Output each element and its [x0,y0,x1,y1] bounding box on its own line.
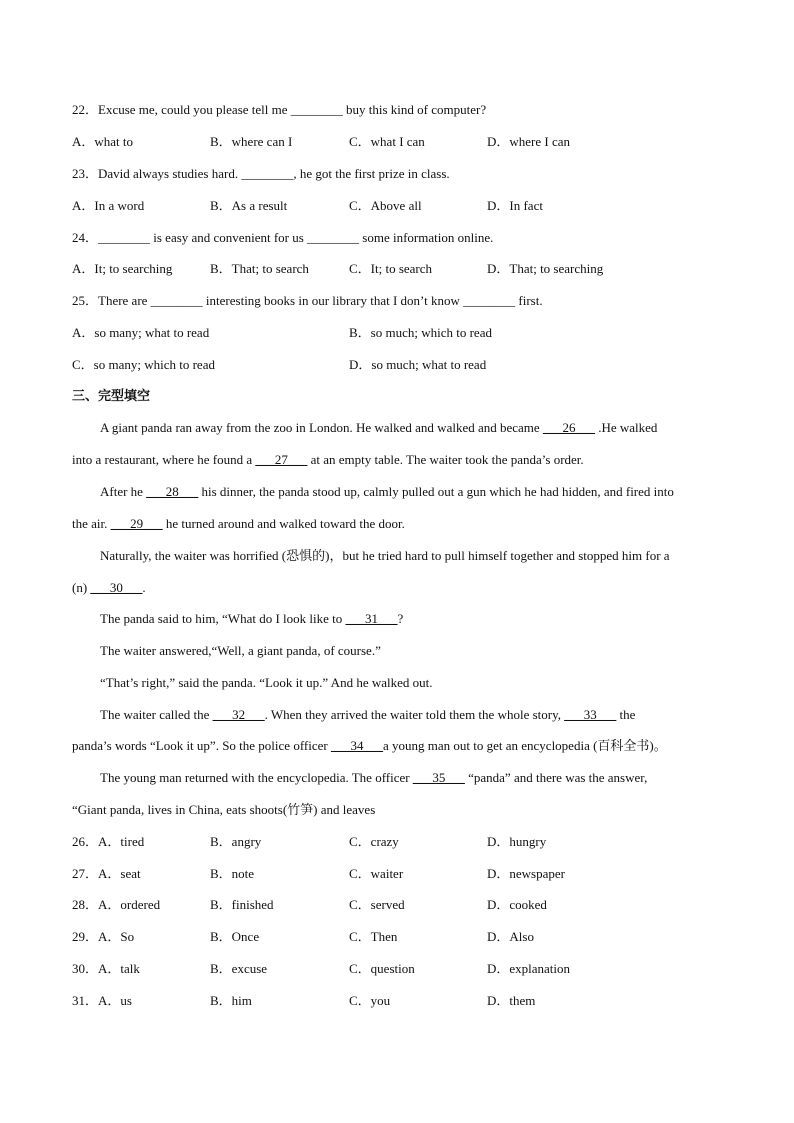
answer-28 [72,897,160,913]
answer-option-a: A．ordered [98,897,161,912]
answer-28-option-b: B．finished [210,897,274,912]
question-25-stem: 25．There are ________ interesting books in our library that I don’t know ________ first. [72,293,543,308]
answer-29-option-b: B．Once [210,929,260,944]
answer-27-option-b: B．note [210,866,255,881]
q23-option-d: D．In fact [487,198,543,213]
passage-line-7 [100,611,403,627]
answer-27-option-d: D．newspaper [487,866,565,881]
answer-30-option-d: D．explanation [487,961,571,976]
passage-line-11 [72,738,667,754]
answer-number: 28． [72,897,99,912]
answer-27 [72,866,141,882]
answer-31-option-d: D．them [487,993,536,1008]
q24-option-c: C．It; to search [349,261,433,276]
passage-text: ? [397,611,404,626]
answer-29 [72,929,134,945]
passage-line-5: Naturally, the waiter was horrified (恐惧的)，but he tried hard to pull himself together and stopped him for a [100,548,670,563]
q25-option-c: C．so many; which to read [72,357,215,372]
q24-option-a: A．It; to searching [72,261,173,276]
passage-text: . [142,580,146,595]
q22-option-a: A．what to [72,134,134,149]
passage-line-9: “That’s right,” said the panda. “Look it up.” And he walked out. [100,675,433,690]
blank-30: ___30___ [90,580,143,595]
passage-text: a young man out to get an encyclopedia (百科全书)。 [382,738,667,753]
answer-number: 29． [72,929,99,944]
passage-text: he turned around and walked toward the door. [165,516,405,531]
passage-line-10 [100,707,635,723]
answer-27-option-c: C．waiter [349,866,404,881]
answer-option-a: A．tired [98,834,145,849]
passage-line-4 [72,516,405,532]
answer-31 [72,993,132,1009]
q25-option-a: A．so many; what to read [72,325,210,340]
passage-line-1 [100,420,657,436]
blank-26: ___26___ [542,420,595,435]
passage-text: (n) [72,580,88,595]
passage-line-3 [100,484,674,500]
passage-text: The panda said to him, “What do I look like to [100,611,343,626]
answer-number: 30． [72,961,99,976]
answer-31-option-c: C．you [349,993,391,1008]
answer-28-option-c: C．served [349,897,405,912]
q22-option-c: C．what I can [349,134,425,149]
passage-line-2 [72,452,584,468]
q24-option-b: B．That; to search [210,261,309,276]
answer-option-a: A．us [98,993,132,1008]
q22-option-b: B．where can I [210,134,293,149]
blank-27: ___27___ [255,452,308,467]
q23-option-a: A．In a word [72,198,145,213]
q23-option-c: C．Above all [349,198,422,213]
section-title: 三、完型填空 [72,389,151,404]
answer-26-option-d: D．hungry [487,834,547,849]
passage-text: at an empty table. The waiter took the panda’s order. [310,452,584,467]
blank-32: ___32___ [212,707,265,722]
answer-number: 26． [72,834,99,849]
question-24-stem: 24．________ is easy and convenient for us ________ some information online. [72,230,494,245]
passage-text: After he [100,484,143,499]
answer-option-a: A．talk [98,961,140,976]
passage-text: . When they arrived the waiter told them the whole story, [264,707,561,722]
answer-31-option-b: B．him [210,993,252,1008]
blank-29: ___29___ [110,516,163,531]
blank-31: ___31___ [345,611,398,626]
passage-text: the air. [72,516,108,531]
question-23-stem: 23．David always studies hard. ________, he got the first prize in class. [72,166,450,181]
answer-option-a: A．So [98,929,135,944]
blank-28: ___28___ [146,484,199,499]
answer-29-option-c: C．Then [349,929,398,944]
answer-26-option-c: C．crazy [349,834,399,849]
passage-line-13: “Giant panda, lives in China, eats shoots(竹笋) and leaves [72,802,376,817]
answer-26-option-b: B．angry [210,834,262,849]
q23-option-b: B．As a result [210,198,288,213]
q25-option-b: B．so much; which to read [349,325,492,340]
blank-35: ___35___ [412,770,465,785]
answer-number: 27． [72,866,99,881]
answer-30 [72,961,140,977]
passage-text: .He walked [598,420,658,435]
answer-30-option-c: C．question [349,961,415,976]
passage-text: panda’s words “Look it up”. So the police officer [72,738,328,753]
blank-33: ___33___ [564,707,617,722]
passage-text: The young man returned with the encyclopedia. The officer [100,770,410,785]
q25-option-d: D．so much; what to read [349,357,487,372]
answer-30-option-b: B．excuse [210,961,268,976]
passage-line-8: The waiter answered,“Well, a giant panda, of course.” [100,643,381,658]
passage-line-12 [100,770,647,786]
answer-number: 31． [72,993,99,1008]
answer-28-option-d: D．cooked [487,897,547,912]
passage-text: A giant panda ran away from the zoo in London. He walked and walked and became [100,420,540,435]
answer-29-option-d: D．Also [487,929,534,944]
passage-text: The waiter called the [100,707,210,722]
passage-text: “panda” and there was the answer, [468,770,648,785]
q22-option-d: D．where I can [487,134,571,149]
answer-26 [72,834,144,850]
passage-line-6 [72,580,146,596]
q24-option-d: D．That; to searching [487,261,604,276]
blank-34: ___34___ [330,738,383,753]
answer-option-a: A．seat [98,866,141,881]
question-22-stem: 22．Excuse me, could you please tell me ________ buy this kind of computer? [72,102,487,117]
passage-text: his dinner, the panda stood up, calmly pulled out a gun which he had hidden, and fired into [201,484,674,499]
passage-text: into a restaurant, where he found a [72,452,253,467]
passage-text: the [619,707,636,722]
